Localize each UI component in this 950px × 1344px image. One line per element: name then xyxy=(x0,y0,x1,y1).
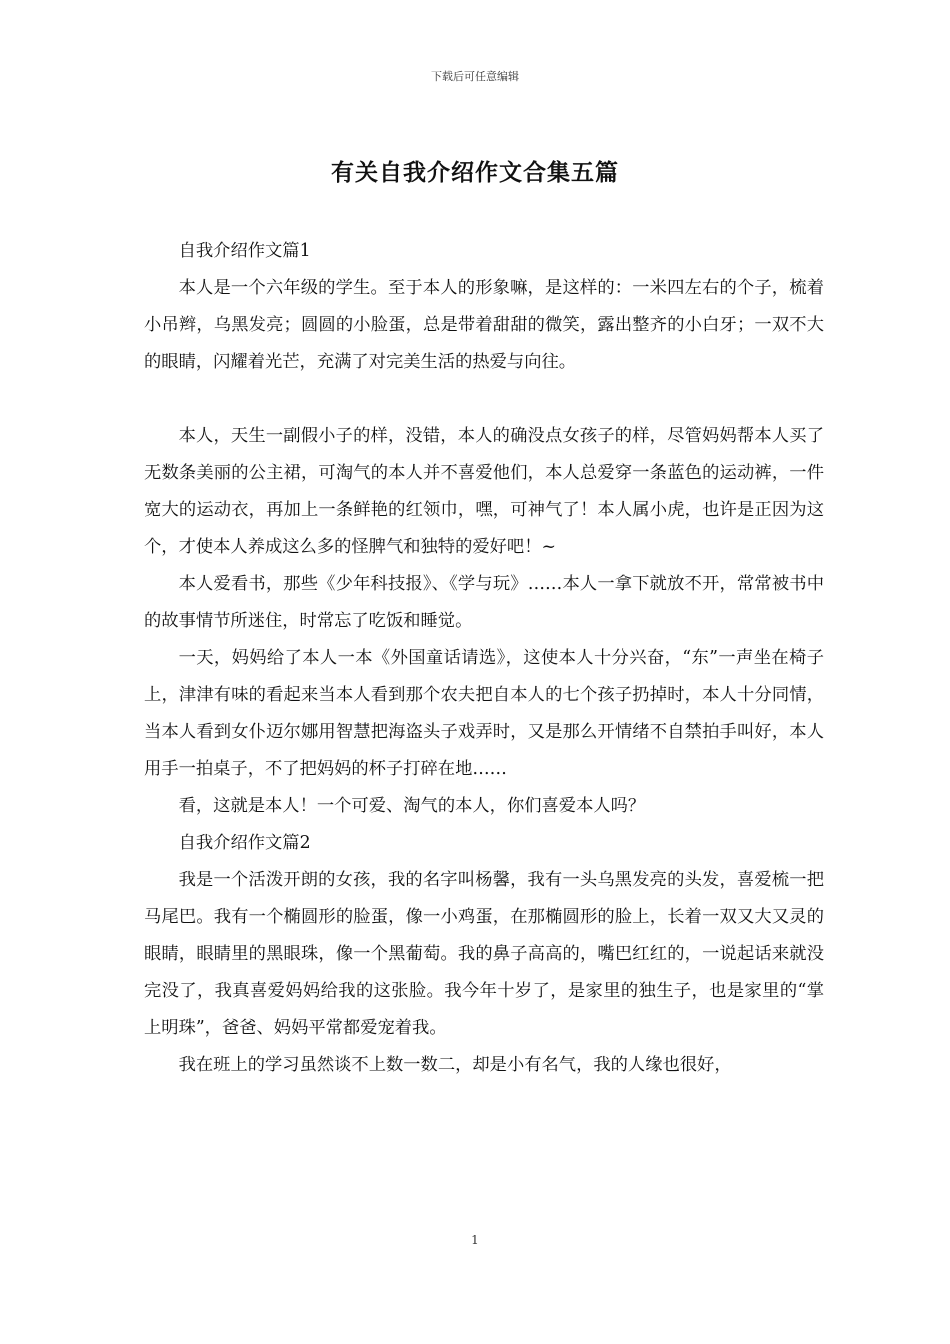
paragraph: 我在班上的学习虽然谈不上数一数二，却是小有名气，我的人缘也很好， xyxy=(178,1055,732,1075)
paragraph: 看，这就是本人！一个可爱、淘气的本人，你们喜爱本人吗？ xyxy=(178,796,646,816)
section-heading-1: 自我介绍作文篇1 xyxy=(178,241,311,261)
section-heading-2: 自我介绍作文篇2 xyxy=(178,833,311,853)
document-title: 有关自我介绍作文合集五篇 xyxy=(331,160,619,186)
page-header-note: 下载后可任意编辑 xyxy=(431,70,519,83)
paragraph: 一天，妈妈给了本人一本《外国童话请选》，这使本人十分兴奋，“东”一声坐在椅子上，津津有味的看起来当本人看到那个农夫把自本人的七个孩子扔掉时，本人十分同情，当本人看到女仆迈尔娜用智慧把海盗头子戏弄时，又是那么开情绪不自禁拍手叫好，本人用手一拍桌子，不了把妈妈的杯子打碎在地…… xyxy=(144,648,824,779)
paragraph: 我是一个活泼开朗的女孩，我的名字叫杨馨，我有一头乌黑发亮的头发，喜爱梳一把马尾巴。我有一个椭圆形的脸蛋，像一小鸡蛋，在那椭圆形的脸上，长着一双又大又灵的眼睛，眼睛里的黑眼珠，像一个黑葡萄。我的鼻子高高的，嘴巴红红的，一说起话来就没完没了，我真喜爱妈妈给我的这张脸。我今年十岁了，是家里的独生子，也是家里的“掌上明珠”，爸爸、妈妈平常都爱宠着我。 xyxy=(144,870,824,1038)
paragraph: 本人是一个六年级的学生。至于本人的形象嘛，是这样的：一米四左右的个子，梳着小吊辫，乌黑发亮；圆圆的小脸蛋，总是带着甜甜的微笑，露出整齐的小白牙；一双不大的眼睛，闪耀着光芒，充满了对完美生活的热爱与向往。 xyxy=(144,278,824,372)
paragraph: 本人爱看书，那些《少年科技报》、《学与玩》……本人一拿下就放不开，常常被书中的故事情节所迷住，时常忘了吃饭和睡觉。 xyxy=(144,574,824,631)
paragraph: 本人，天生一副假小子的样，没错，本人的确没点女孩子的样，尽管妈妈帮本人买了无数条美丽的公主裙，可淘气的本人并不喜爱他们，本人总爱穿一条蓝色的运动裤，一件宽大的运动衣，再加上一条鲜艳的红领巾，嘿，可神气了！本人属小虎，也许是正因为这个，才使本人养成这么多的怪脾气和独特的爱好吧！~ xyxy=(144,426,824,557)
page-number: 1 xyxy=(471,1233,479,1247)
document-body xyxy=(144,233,824,1084)
